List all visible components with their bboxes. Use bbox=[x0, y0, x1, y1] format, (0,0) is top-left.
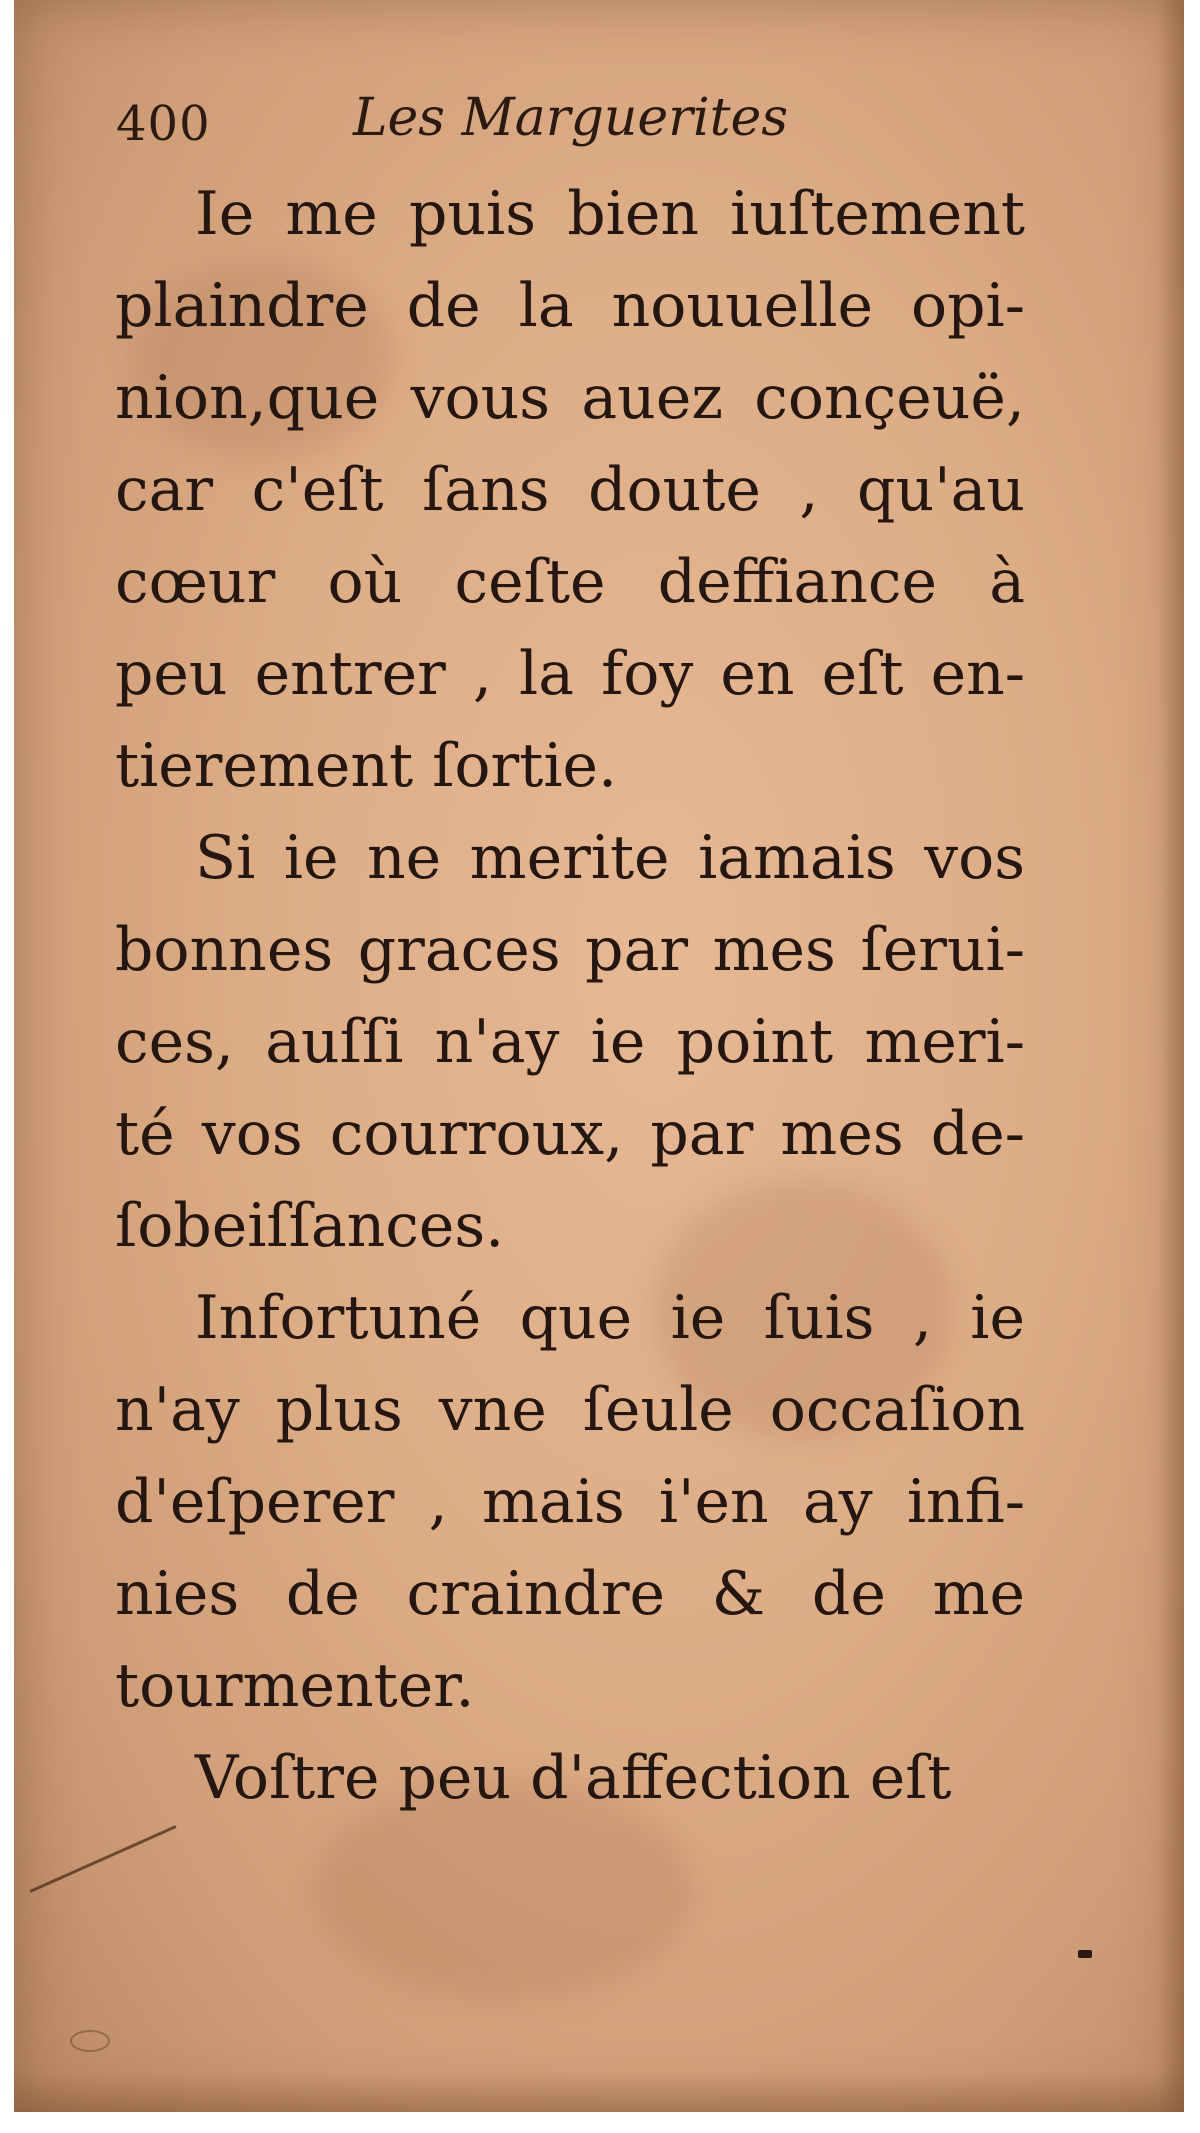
margin-ornament bbox=[70, 2030, 110, 2052]
text-line: ſobeiſſances. bbox=[115, 1191, 505, 1261]
paragraph bbox=[115, 1732, 1025, 1824]
text-line: té vos courroux, par mes de- bbox=[115, 1099, 1025, 1169]
page-edge-right-shading bbox=[1158, 0, 1184, 2112]
page-number: 400 bbox=[116, 96, 211, 152]
paragraph bbox=[115, 168, 1025, 812]
text-line: Si ie ne merite iamais vos bbox=[195, 823, 1025, 893]
text-line: tourmenter. bbox=[115, 1651, 475, 1721]
text-line: bonnes graces par mes ſerui- bbox=[115, 915, 1025, 985]
body-text bbox=[115, 168, 1025, 1824]
paragraph bbox=[115, 812, 1025, 1272]
running-head bbox=[108, 88, 1008, 158]
text-line: peu entrer , la foy en eſt en- bbox=[115, 639, 1025, 709]
text-line: car c'eſt ſans doute , qu'au bbox=[115, 455, 1025, 525]
text-line: plaindre de la nouuelle opi- bbox=[115, 271, 1025, 341]
text-line: ces, auſſi n'ay ie point meri- bbox=[115, 1007, 1025, 1077]
text-line: cœur où ceſte deffiance à bbox=[115, 547, 1025, 617]
paragraph bbox=[115, 1272, 1025, 1732]
text-line: Ie me puis bien iuſtement bbox=[195, 179, 1025, 249]
text-line: nies de craindre & de me bbox=[115, 1559, 1025, 1629]
text-line: Voſtre peu d'affection eſt bbox=[195, 1743, 952, 1813]
page-edge-bottom-shading bbox=[14, 2072, 1184, 2112]
text-line: tierement ſortie. bbox=[115, 731, 618, 801]
text-line: n'ay plus vne ſeule occaſion bbox=[115, 1375, 1025, 1445]
text-line: d'eſperer , mais i'en ay infi- bbox=[115, 1467, 1025, 1537]
text-line: nion,que vous auez conçeuë, bbox=[115, 363, 1025, 433]
catchword-mark bbox=[1078, 1950, 1092, 1958]
text-line: Infortuné que ie ſuis , ie bbox=[195, 1283, 1025, 1353]
running-title: Les Marguerites bbox=[353, 88, 789, 148]
